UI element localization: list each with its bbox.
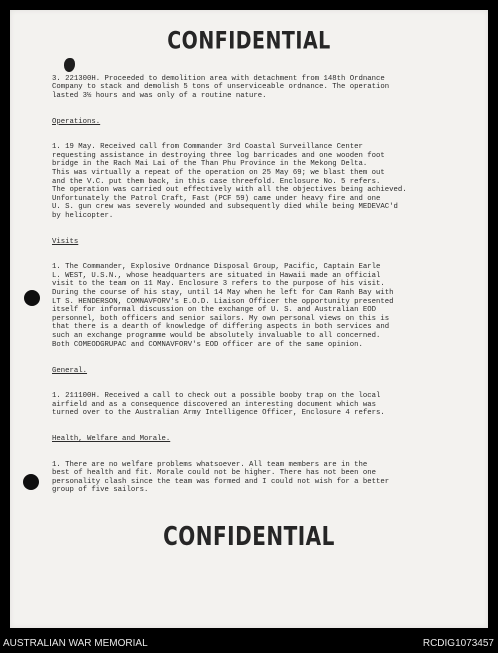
heading-operations: Operations.	[52, 117, 101, 126]
paragraph-general-1: 1. 211100H. Received a call to check out a possible booby trap on the local airfield and as a consequence discovered an interesting document which was turned over to the Australian Army Intelligence Officer, Enclosure 4 refers.	[52, 392, 385, 418]
paragraph-demolition: 3. 221300H. Proceeded to demolition area with detachment from 148th Ordnance Company to stack and demolish 5 tons of unserviceable ordnance. The operation lasted 3½ hours and was only of a routine nature.	[52, 74, 390, 100]
footer-institution: AUSTRALIAN WAR MEMORIAL	[3, 638, 148, 649]
confidential-stamp-top: CONFIDENTIAL	[167, 27, 331, 55]
punch-hole-upper	[24, 290, 40, 306]
heading-health-welfare-morale: Health, Welfare and Morale.	[52, 435, 171, 444]
punch-hole-lower	[23, 474, 39, 490]
paragraph-visits-1: 1. The Commander, Explosive Ordnance Disposal Group, Pacific, Captain Earle L. WEST, U.S.N., whose headquarters are situated in Hawaii made an official visit to the team on 11 May. Enclosure 3 refers to the purpose of his visit. During the course of his stay, until 14 May when he left for Cam Ranh Bay with LT S. HENDERSON, COMNAVFORV's E.O.D. Liaison Officer the opportunity presented itself for informal discussion on the exchange of U. S. and Australian EOD personnel, both officers and senior sailors. My own personal views on this is that there is a dearth of knowledge of differing aspects in both services and such an exchange programme would be absolutely invaluable to all concerned. Both COMEODGRUPAC and COMNAVFORV's EOD officer are of the same opinion.	[52, 263, 394, 349]
paragraph-health-1: 1. There are no welfare problems whatsoever. All team members are in the best of health and fit. Morale could not be higher. There has not been one personality clash since the team was formed and I could not wish for a better group of five sailors.	[52, 460, 390, 495]
heading-visits: Visits	[52, 238, 79, 247]
paragraph-operations-1: 1. 19 May. Received call from Commander 3rd Coastal Surveillance Center requesting assistance in destroying three log barricades and one wooden foot bridge in the Rach Mai Lai of the Than Phu Province in the Mekong Delta. This was virtually a repeat of the operation on 25 May 69; we blast them out and the V.C. put them back, in this case threefold. Enclosure No. 5 refers. The operation was carried out effectively with all the objectives being achieved. Unfortunately the Patrol Craft, Fast (PCF 59) came under heavy fire and one U. S. gun crew was severely wounded and subsequently died while being MEDEVAC'd by helicopter.	[52, 143, 407, 220]
archive-footer	[0, 637, 498, 653]
heading-general: General.	[52, 366, 88, 375]
confidential-stamp-bottom: CONFIDENTIAL	[163, 520, 335, 552]
footer-record-id: RCDIG1073457	[422, 638, 494, 649]
document-body	[52, 66, 472, 513]
document-page	[10, 10, 488, 628]
